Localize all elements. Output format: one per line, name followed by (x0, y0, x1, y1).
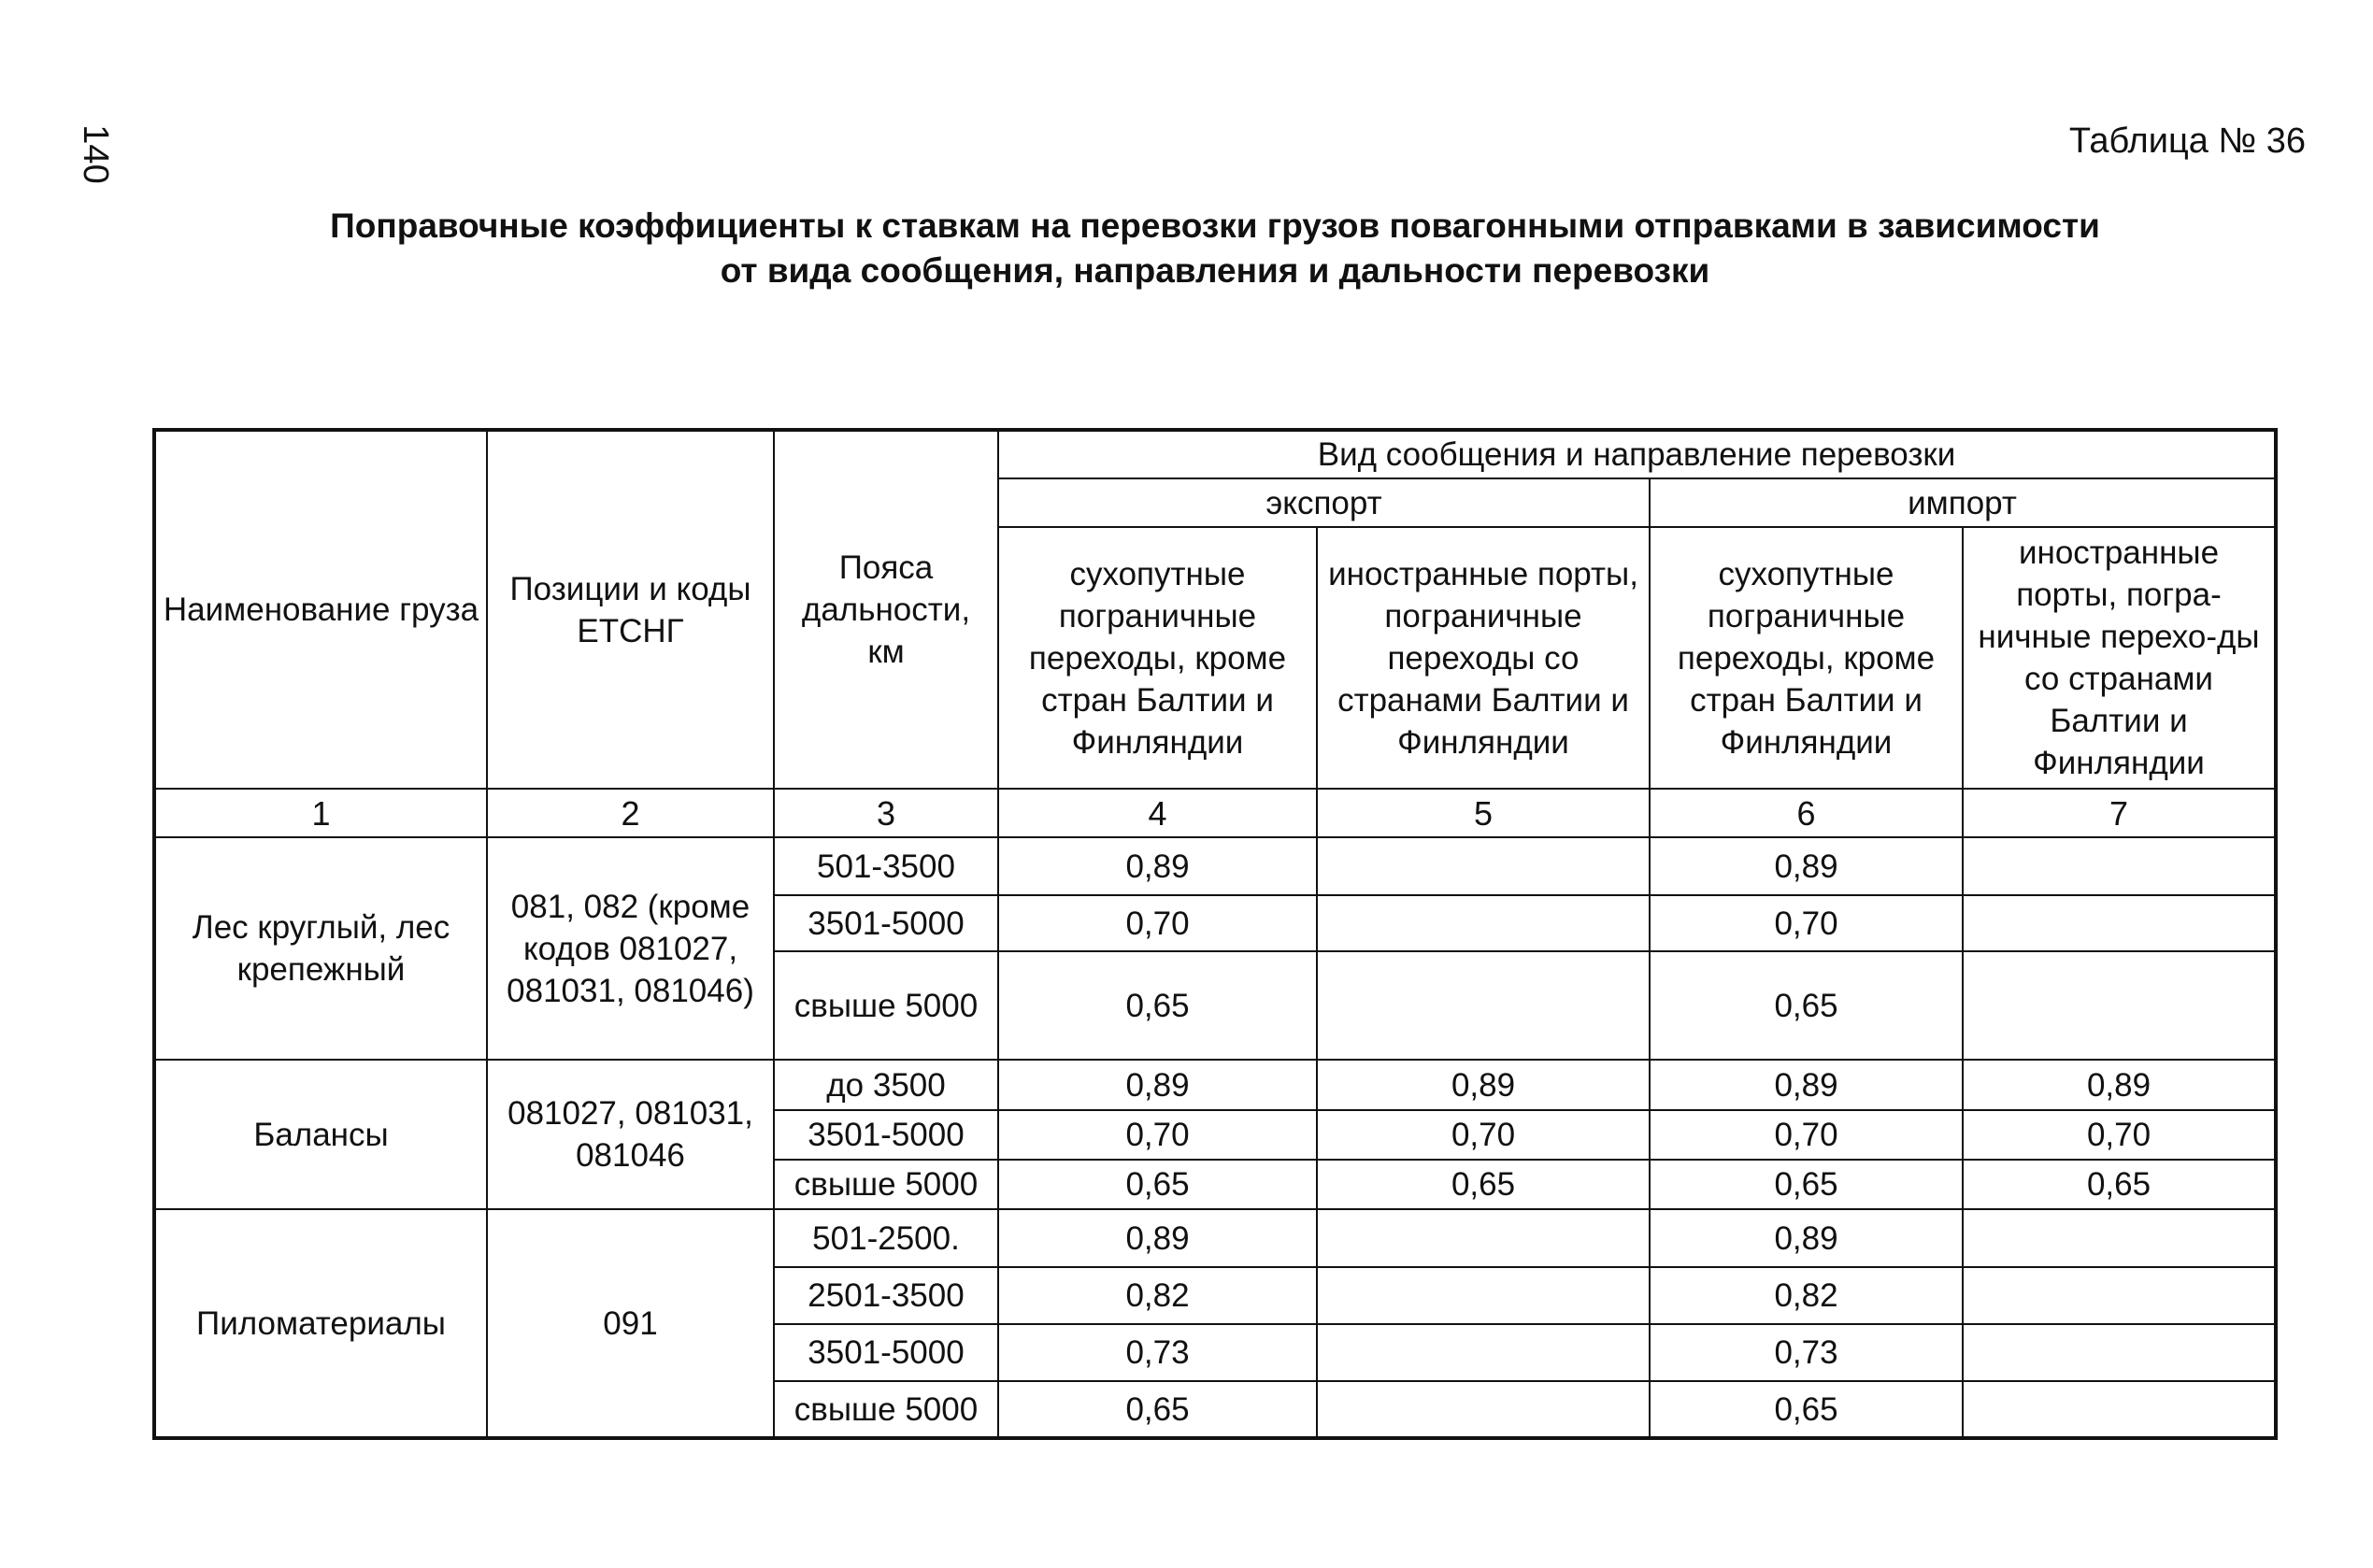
value-cell: 0,65 (998, 1160, 1317, 1209)
header-import-land: сухопутные пограничные переходы, кроме стран Балтии и Финляндии (1650, 527, 1963, 789)
column-number: 5 (1317, 789, 1650, 837)
value-cell: 0,89 (998, 1060, 1317, 1110)
cargo-name: Пиломатериалы (154, 1209, 487, 1438)
zone-cell: свыше 5000 (774, 951, 998, 1060)
zone-cell: до 3500 (774, 1060, 998, 1110)
header-cargo: Наименование груза (154, 430, 487, 789)
value-cell: 0,70 (1650, 1110, 1963, 1160)
title-line-2: от вида сообщения, направления и дальности перевозки (720, 251, 1710, 290)
cargo-name: Балансы (154, 1060, 487, 1209)
value-cell: 0,89 (998, 837, 1317, 895)
value-cell: 0,65 (1650, 951, 1963, 1060)
value-cell (1317, 895, 1650, 951)
header-export: экспорт (998, 478, 1650, 527)
header-import: импорт (1650, 478, 2276, 527)
value-cell: 0,70 (998, 1110, 1317, 1160)
value-cell: 0,70 (1963, 1110, 2276, 1160)
value-cell: 0,65 (998, 951, 1317, 1060)
zone-cell: 3501-5000 (774, 1324, 998, 1381)
value-cell (1317, 1324, 1650, 1381)
value-cell: 0,89 (1650, 837, 1963, 895)
value-cell: 0,89 (1317, 1060, 1650, 1110)
cargo-codes: 081, 082 (кроме кодов 081027, 081031, 081046) (487, 837, 774, 1060)
zone-cell: свыше 5000 (774, 1160, 998, 1209)
value-cell (1317, 1267, 1650, 1324)
value-cell: 0,65 (1650, 1381, 1963, 1438)
page-title (187, 204, 2243, 293)
value-cell (1963, 1267, 2276, 1324)
value-cell: 0,89 (1650, 1209, 1963, 1267)
value-cell: 0,65 (1963, 1160, 2276, 1209)
column-number: 7 (1963, 789, 2276, 837)
coefficients-table (152, 428, 2278, 1440)
zone-cell: 3501-5000 (774, 895, 998, 951)
value-cell (1963, 1324, 2276, 1381)
value-cell: 0,65 (1650, 1160, 1963, 1209)
header-codes: Позиции и коды ЕТСНГ (487, 430, 774, 789)
value-cell: 0,82 (1650, 1267, 1963, 1324)
cargo-codes: 081027, 081031, 081046 (487, 1060, 774, 1209)
value-cell (1317, 951, 1650, 1060)
column-number: 1 (154, 789, 487, 837)
value-cell (1963, 1381, 2276, 1438)
value-cell: 0,70 (1317, 1110, 1650, 1160)
value-cell (1317, 1209, 1650, 1267)
value-cell: 0,82 (998, 1267, 1317, 1324)
cargo-codes: 091 (487, 1209, 774, 1438)
value-cell (1317, 1381, 1650, 1438)
value-cell (1963, 895, 2276, 951)
header-export-land: сухопутные пограничные переходы, кроме стран Балтии и Финляндии (998, 527, 1317, 789)
value-cell (1317, 837, 1650, 895)
value-cell: 0,65 (1317, 1160, 1650, 1209)
header-export-ports: иностранные порты, пограничные переходы со странами Балтии и Финляндии (1317, 527, 1650, 789)
value-cell (1963, 1209, 2276, 1267)
header-import-ports: иностранные порты, погра-ничные перехо-ды со странами Балтии и Финляндии (1963, 527, 2276, 789)
cargo-name: Лес круглый, лес крепежный (154, 837, 487, 1060)
value-cell (1963, 837, 2276, 895)
value-cell: 0,70 (998, 895, 1317, 951)
header-zones: Пояса дальности, км (774, 430, 998, 789)
page-number: 140 (76, 124, 115, 184)
title-line-1: Поправочные коэффициенты к ставкам на перевозки грузов повагонными отправками в зависимости (330, 207, 2100, 245)
value-cell: 0,89 (1963, 1060, 2276, 1110)
zone-cell: 2501-3500 (774, 1267, 998, 1324)
column-number: 2 (487, 789, 774, 837)
zone-cell: свыше 5000 (774, 1381, 998, 1438)
column-number: 4 (998, 789, 1317, 837)
zone-cell: 3501-5000 (774, 1110, 998, 1160)
zone-cell: 501-2500. (774, 1209, 998, 1267)
column-number: 3 (774, 789, 998, 837)
column-number: 6 (1650, 789, 1963, 837)
value-cell: 0,89 (998, 1209, 1317, 1267)
value-cell (1963, 951, 2276, 1060)
table-label: Таблица № 36 (2068, 121, 2306, 161)
value-cell: 0,73 (1650, 1324, 1963, 1381)
header-group: Вид сообщения и направление перевозки (998, 430, 2276, 478)
value-cell: 0,65 (998, 1381, 1317, 1438)
value-cell: 0,73 (998, 1324, 1317, 1381)
zone-cell: 501-3500 (774, 837, 998, 895)
value-cell: 0,89 (1650, 1060, 1963, 1110)
value-cell: 0,70 (1650, 895, 1963, 951)
